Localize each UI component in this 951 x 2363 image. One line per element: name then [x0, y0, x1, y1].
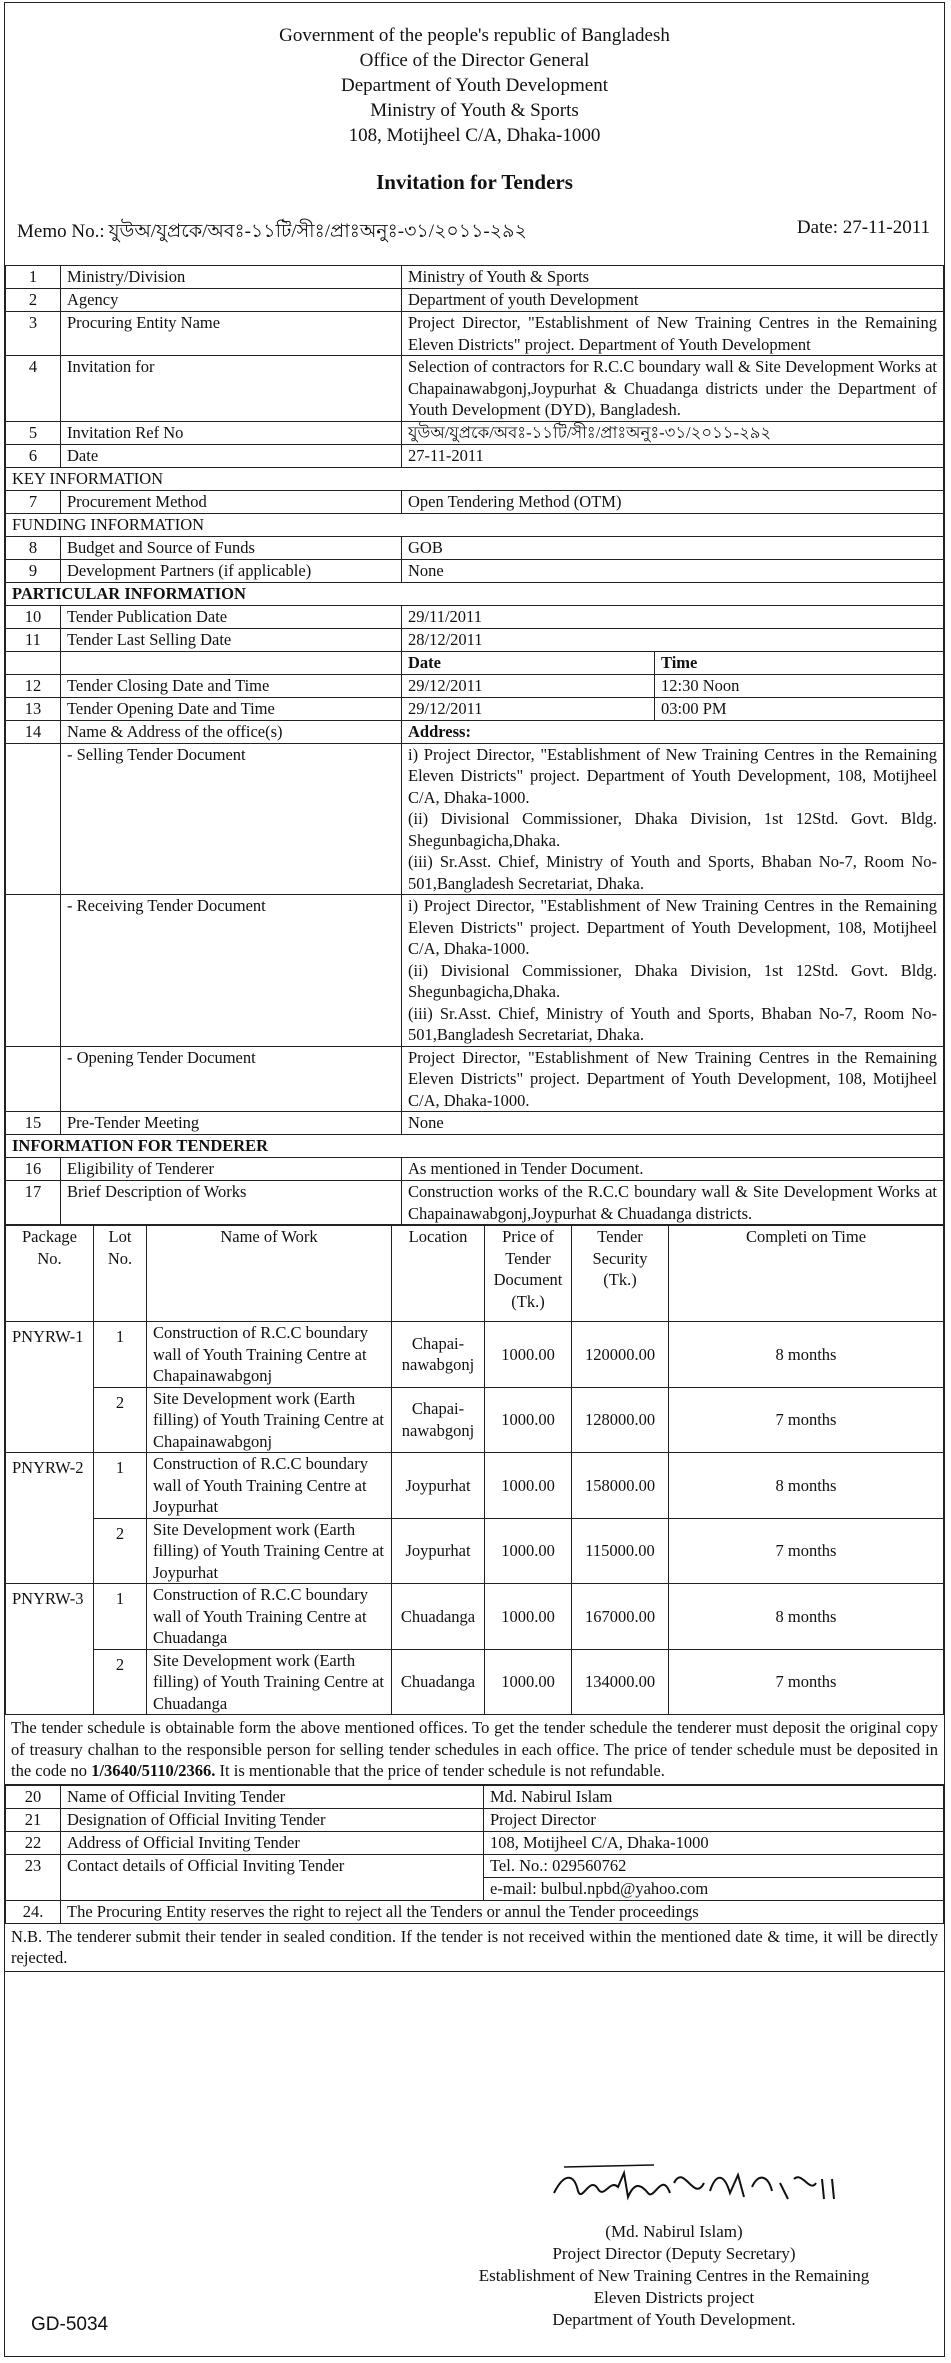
- info-row: [6, 1112, 944, 1135]
- address-row-receiving: [6, 895, 944, 1047]
- row-number: 22: [6, 1831, 61, 1854]
- package-table: [5, 1225, 944, 1715]
- nb-note: N.B. The tenderer submit their tender in sealed condition. If the tender is not received within the mentioned date & time, it will be directly rejected.: [5, 1924, 944, 1972]
- row-value: Project Director, "Establishment of New Training Centres in the Remaining Eleven Districts" project. Department of Youth Development: [402, 312, 944, 356]
- row-date: 29/12/2011: [402, 674, 655, 697]
- memo-label: Memo No.:: [17, 221, 105, 242]
- info-row: [6, 444, 944, 467]
- row-label: Invitation for: [61, 356, 402, 422]
- price-header: Price of Tender Document (Tk.): [485, 1226, 572, 1322]
- empty-cell: [6, 743, 61, 895]
- row-number: 13: [6, 697, 61, 720]
- row-value: Md. Nabirul Islam: [484, 1785, 944, 1808]
- contact-email: e-mail: bulbul.npbd@yahoo.com: [484, 1877, 944, 1900]
- price: 1000.00: [485, 1387, 572, 1453]
- row-value: As mentioned in Tender Document.: [402, 1158, 944, 1181]
- row-number: 11: [6, 628, 61, 651]
- row-label: - Selling Tender Document: [61, 743, 402, 895]
- address-item: (iii) Sr.Asst. Chief, Ministry of Youth and Sports, Bhaban No-7, Room No-501,Bangladesh Secretariat, Dhaka.: [408, 852, 937, 893]
- empty-cell: [6, 895, 61, 1047]
- handwritten-signature-icon: [544, 2153, 844, 2217]
- row-value: 29/11/2011: [402, 605, 944, 628]
- row-number: 1: [6, 266, 61, 289]
- work-name: Construction of R.C.C boundary wall of Youth Training Centre at Joypurhat: [147, 1453, 392, 1519]
- memo-number-group: [17, 217, 527, 249]
- security: 158000.00: [572, 1453, 669, 1519]
- location: Joypurhat: [392, 1453, 485, 1519]
- address-row-opening: [6, 1046, 944, 1112]
- location: Chuadanga: [392, 1649, 485, 1715]
- info-row: [6, 266, 944, 289]
- completion: 7 months: [669, 1387, 944, 1453]
- completion: 7 months: [669, 1649, 944, 1715]
- row-number: 21: [6, 1808, 61, 1831]
- address-item: i) Project Director, "Establishment of New Training Centres in the Remaining Eleven Districts" project. Department of Youth Development, 108, Motijheel C/A, Dhaka-1000.: [408, 896, 937, 958]
- row-label: Brief Description of Works: [61, 1181, 402, 1225]
- header-line-ministry: Ministry of Youth & Sports: [370, 100, 579, 121]
- gd-number: GD-5034: [31, 2314, 109, 2335]
- row-number: 24.: [6, 1900, 61, 1923]
- row-number: 10: [6, 605, 61, 628]
- header-line-government: Government of the people's republic of Bangladesh: [279, 25, 670, 46]
- lot-no: 2: [94, 1387, 147, 1453]
- signatory-details: [444, 2221, 904, 2331]
- row-label: Name of Official Inviting Tender: [61, 1785, 484, 1808]
- row-value: Selection of contractors for R.C.C boundary wall & Site Development Works at Chapainawabgonj,Joypurhat & Chuadanga districts under the Department of Youth Development (DYD), Bangladesh.: [402, 356, 944, 422]
- row-label: - Receiving Tender Document: [61, 895, 402, 1047]
- security: 128000.00: [572, 1387, 669, 1453]
- info-row: [6, 720, 944, 743]
- info-row: [6, 674, 944, 697]
- package-row: [6, 1387, 944, 1453]
- official-row: [6, 1854, 944, 1877]
- date-column-header: Date: [402, 651, 655, 674]
- row-label: Name & Address of the office(s): [61, 720, 402, 743]
- schedule-note-text: The tender schedule is obtainable form the above mentioned offices. To get the tender schedule the tenderer must deposit the original copy of treasury chalhan to the responsible person for selling tender schedules in each office. The price of tender schedule must be deposited in the code no: [11, 1718, 938, 1780]
- lot-no: 2: [94, 1649, 147, 1715]
- empty-cell: [6, 1046, 61, 1112]
- notice-title: Invitation for Tenders: [376, 170, 573, 194]
- signatory-name: (Md. Nabirul Islam): [605, 2222, 743, 2241]
- section-heading-row: [6, 1135, 944, 1158]
- row-value: GOB: [402, 536, 944, 559]
- memo-date: Date: 27-11-2011: [796, 217, 930, 238]
- package-no: PNYRW-3: [6, 1584, 94, 1715]
- official-row: [6, 1785, 944, 1808]
- completion-header: Completi on Time: [669, 1226, 944, 1322]
- official-row: [6, 1900, 944, 1923]
- price: 1000.00: [485, 1453, 572, 1519]
- signature-block: [444, 2153, 904, 2331]
- official-row: [6, 1831, 944, 1854]
- row-value: Project Director: [484, 1808, 944, 1831]
- official-table: [5, 1785, 944, 1924]
- row-value: Department of youth Development: [402, 289, 944, 312]
- address-row-selling: [6, 743, 944, 895]
- security: 167000.00: [572, 1584, 669, 1650]
- info-row: [6, 312, 944, 356]
- contact-tel: Tel. No.: 029560762: [484, 1854, 944, 1877]
- official-row: [6, 1808, 944, 1831]
- work-name: Site Development work (Earth filling) of Youth Training Centre at Chuadanga: [147, 1649, 392, 1715]
- info-row: [6, 490, 944, 513]
- time-column-header: Time: [655, 651, 944, 674]
- row-label: Tender Last Selling Date: [61, 628, 402, 651]
- package-row: [6, 1518, 944, 1584]
- work-name: Site Development work (Earth filling) of Youth Training Centre at Joypurhat: [147, 1518, 392, 1584]
- info-row: [6, 356, 944, 422]
- tender-info-table: [5, 265, 944, 1225]
- row-number: 6: [6, 444, 61, 467]
- package-row: [6, 1453, 944, 1519]
- location: Joypurhat: [392, 1518, 485, 1584]
- package-row: [6, 1649, 944, 1715]
- section-heading-row: [6, 467, 944, 490]
- row-number: 23: [6, 1854, 61, 1900]
- info-row: [6, 628, 944, 651]
- security: 120000.00: [572, 1322, 669, 1388]
- signatory-department: Department of Youth Development.: [552, 2310, 796, 2329]
- memo-line: [5, 217, 944, 249]
- row-number: 12: [6, 674, 61, 697]
- address-item: (ii) Divisional Commissioner, Dhaka Division, 1st 12Std. Govt. Bldg. Shegunbagicha,Dhaka.: [408, 960, 937, 1001]
- memo-number: যুউঅ/যুপ্রকে/অবঃ-১১টি/সীঃ/প্রাঃঅনুঃ-৩১/২০১১-২৯২: [108, 221, 527, 242]
- lot-no: 1: [94, 1584, 147, 1650]
- section-heading: FUNDING INFORMATION: [6, 513, 944, 536]
- row-label: Pre-Tender Meeting: [61, 1112, 402, 1135]
- header-line-department: Department of Youth Development: [340, 75, 608, 96]
- row-number: 17: [6, 1181, 61, 1225]
- info-row: [6, 1158, 944, 1181]
- price: 1000.00: [485, 1649, 572, 1715]
- row-value: None: [402, 559, 944, 582]
- empty-cell: [61, 651, 402, 674]
- row-label: Eligibility of Tenderer: [61, 1158, 402, 1181]
- row-label: Address of Official Inviting Tender: [61, 1831, 484, 1854]
- row-number: 8: [6, 536, 61, 559]
- work-name: Site Development work (Earth filling) of Youth Training Centre at Chapainawabgonj: [147, 1387, 392, 1453]
- lot-no: 1: [94, 1322, 147, 1388]
- row-value: যুউঅ/যুপ্রকে/অবঃ-১১টি/সীঃ/প্রাঃঅনুঃ-৩১/২০১১-২৯২: [402, 421, 944, 444]
- price: 1000.00: [485, 1322, 572, 1388]
- row-time: 03:00 PM: [655, 697, 944, 720]
- signatory-designation: Project Director (Deputy Secretary): [552, 2244, 796, 2263]
- empty-cell: [6, 651, 61, 674]
- info-row: [6, 559, 944, 582]
- row-number: 14: [6, 720, 61, 743]
- reserve-right-text: The Procuring Entity reserves the right to reject all the Tenders or annul the Tender proceedings: [61, 1900, 944, 1923]
- row-value: Address:: [402, 720, 944, 743]
- row-number: 3: [6, 312, 61, 356]
- location: Chapai-nawabgonj: [392, 1322, 485, 1388]
- row-label: Contact details of Official Inviting Tender: [61, 1854, 484, 1900]
- date-time-header-row: [6, 651, 944, 674]
- section-heading-row: [6, 582, 944, 605]
- row-number: 20: [6, 1785, 61, 1808]
- tender-notice-page: [4, 2, 945, 2357]
- treasury-code: 1/3640/5110/2366.: [91, 1761, 216, 1780]
- row-time: 12:30 Noon: [655, 674, 944, 697]
- row-label: Tender Publication Date: [61, 605, 402, 628]
- info-row: [6, 289, 944, 312]
- package-no-header: Package No.: [6, 1226, 94, 1322]
- section-heading: INFORMATION FOR TENDERER: [6, 1135, 944, 1158]
- completion: 8 months: [669, 1584, 944, 1650]
- row-label: Invitation Ref No: [61, 421, 402, 444]
- row-value: 28/12/2011: [402, 628, 944, 651]
- signatory-project-line1: Establishment of New Training Centres in the Remaining: [478, 2266, 870, 2285]
- info-row: [6, 536, 944, 559]
- completion: 8 months: [669, 1322, 944, 1388]
- row-number: 7: [6, 490, 61, 513]
- row-number: 5: [6, 421, 61, 444]
- row-label: Ministry/Division: [61, 266, 402, 289]
- address-list: [402, 895, 944, 1047]
- row-value: 108, Motijheel C/A, Dhaka-1000: [484, 1831, 944, 1854]
- lot-no: 2: [94, 1518, 147, 1584]
- row-label: Agency: [61, 289, 402, 312]
- package-header-row: [6, 1226, 944, 1322]
- completion: 8 months: [669, 1453, 944, 1519]
- row-label: Designation of Official Inviting Tender: [61, 1808, 484, 1831]
- lot-no: 1: [94, 1453, 147, 1519]
- row-value: 27-11-2011: [402, 444, 944, 467]
- row-label: - Opening Tender Document: [61, 1046, 402, 1112]
- price: 1000.00: [485, 1518, 572, 1584]
- security: 134000.00: [572, 1649, 669, 1715]
- row-label: Tender Closing Date and Time: [61, 674, 402, 697]
- info-row: [6, 421, 944, 444]
- row-label: Procuring Entity Name: [61, 312, 402, 356]
- security-header: Tender Security (Tk.): [572, 1226, 669, 1322]
- row-value: Open Tendering Method (OTM): [402, 490, 944, 513]
- row-label: Budget and Source of Funds: [61, 536, 402, 559]
- row-label: Development Partners (if applicable): [61, 559, 402, 582]
- lot-no-header: Lot No.: [94, 1226, 147, 1322]
- schedule-note: [5, 1715, 944, 1785]
- letterhead: [5, 3, 944, 148]
- completion: 7 months: [669, 1518, 944, 1584]
- row-number: 16: [6, 1158, 61, 1181]
- header-line-address: 108, Motijheel C/A, Dhaka-1000: [348, 125, 601, 146]
- package-no: PNYRW-1: [6, 1322, 94, 1453]
- package-row: [6, 1322, 944, 1388]
- package-row: [6, 1584, 944, 1650]
- address-item: (ii) Divisional Commissioner, Dhaka Division, 1st 12Std. Govt. Bldg. Shegunbagicha,Dhaka.: [408, 809, 937, 850]
- row-label: Date: [61, 444, 402, 467]
- section-heading: KEY INFORMATION: [6, 467, 944, 490]
- row-value: Ministry of Youth & Sports: [402, 266, 944, 289]
- address-item: Project Director, "Establishment of New Training Centres in the Remaining Eleven Districts" project. Department of Youth Development, 108, Motijheel C/A, Dhaka-1000.: [402, 1046, 944, 1112]
- location: Chapai-nawabgonj: [392, 1387, 485, 1453]
- work-name: Construction of R.C.C boundary wall of Youth Training Centre at Chuadanga: [147, 1584, 392, 1650]
- row-number: 15: [6, 1112, 61, 1135]
- row-number: 2: [6, 289, 61, 312]
- work-name-header: Name of Work: [147, 1226, 392, 1322]
- info-row: [6, 605, 944, 628]
- schedule-note-text-end: It is mentionable that the price of tender schedule is not refundable.: [215, 1761, 665, 1780]
- row-label: Procurement Method: [61, 490, 402, 513]
- row-date: 29/12/2011: [402, 697, 655, 720]
- price: 1000.00: [485, 1584, 572, 1650]
- package-no: PNYRW-2: [6, 1453, 94, 1584]
- info-row: [6, 697, 944, 720]
- row-value: None: [402, 1112, 944, 1135]
- address-list: [402, 743, 944, 895]
- row-number: 4: [6, 356, 61, 422]
- location-header: Location: [392, 1226, 485, 1322]
- info-row: [6, 1181, 944, 1225]
- row-label: Tender Opening Date and Time: [61, 697, 402, 720]
- section-heading: PARTICULAR INFORMATION: [6, 582, 944, 605]
- signatory-project-line2: Eleven Districts project: [593, 2288, 755, 2307]
- row-value: Construction works of the R.C.C boundary wall & Site Development Works at Chapainawabgonj,Joypurhat & Chuadanga districts.: [402, 1181, 944, 1225]
- address-item: (iii) Sr.Asst. Chief, Ministry of Youth and Sports, Bhaban No-7, Room No-501,Bangladesh Secretariat, Dhaka.: [408, 1003, 937, 1044]
- address-item: i) Project Director, "Establishment of New Training Centres in the Remaining Eleven Districts" project. Department of Youth Development, 108, Motijheel C/A, Dhaka-1000.: [408, 744, 937, 807]
- section-heading-row: [6, 513, 944, 536]
- security: 115000.00: [572, 1518, 669, 1584]
- row-number: 9: [6, 559, 61, 582]
- work-name: Construction of R.C.C boundary wall of Youth Training Centre at Chapainawabgonj: [147, 1322, 392, 1388]
- location: Chuadanga: [392, 1584, 485, 1650]
- header-line-office: Office of the Director General: [359, 50, 590, 71]
